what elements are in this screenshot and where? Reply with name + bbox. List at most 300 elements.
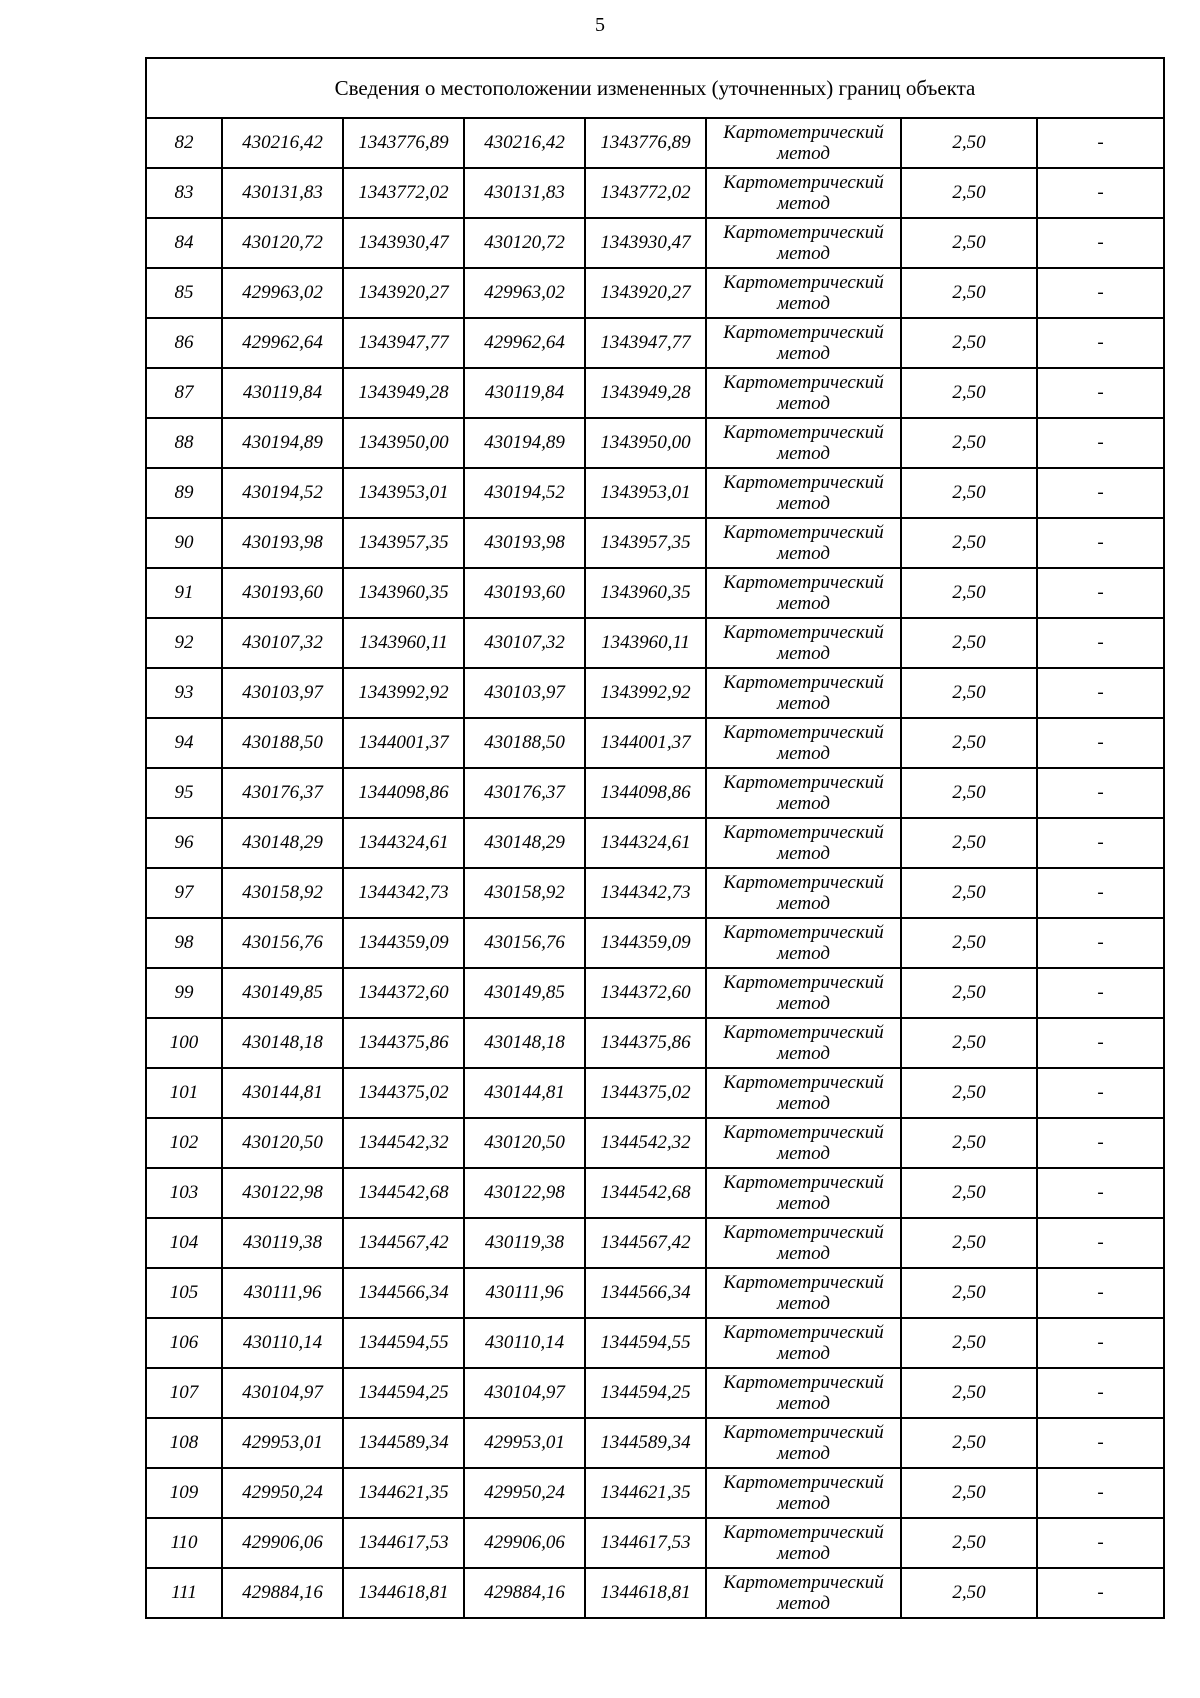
x-refined-cell: 430122,98 — [464, 1168, 585, 1218]
method-line-1: Картометрический — [723, 772, 884, 793]
point-number-cell: 103 — [146, 1168, 222, 1218]
method-line-1: Картометрический — [723, 522, 884, 543]
x-refined-cell: 430103,97 — [464, 668, 585, 718]
note-cell: - — [1037, 168, 1164, 218]
method-line-2: метод — [777, 793, 830, 814]
y-refined-cell: 1344618,81 — [585, 1568, 706, 1618]
x-refined-cell: 430149,85 — [464, 968, 585, 1018]
y-refined-cell: 1344542,68 — [585, 1168, 706, 1218]
note-cell: - — [1037, 1118, 1164, 1168]
y-existing-cell: 1343947,77 — [343, 318, 464, 368]
method-line-1: Картометрический — [723, 1322, 884, 1343]
method-cell — [706, 818, 901, 868]
y-refined-cell: 1343920,27 — [585, 268, 706, 318]
note-cell: - — [1037, 518, 1164, 568]
point-number-cell: 111 — [146, 1568, 222, 1618]
accuracy-cell: 2,50 — [901, 1418, 1037, 1468]
x-refined-cell: 430120,72 — [464, 218, 585, 268]
note-cell: - — [1037, 568, 1164, 618]
boundary-coordinates-table — [145, 57, 1165, 1619]
method-line-2: метод — [777, 693, 830, 714]
accuracy-cell: 2,50 — [901, 118, 1037, 168]
accuracy-cell: 2,50 — [901, 168, 1037, 218]
accuracy-cell: 2,50 — [901, 318, 1037, 368]
method-cell — [706, 1468, 901, 1518]
method-line-1: Картометрический — [723, 972, 884, 993]
point-number-cell: 110 — [146, 1518, 222, 1568]
method-line-1: Картометрический — [723, 272, 884, 293]
y-existing-cell: 1344566,34 — [343, 1268, 464, 1318]
table-row — [146, 1218, 1164, 1268]
y-existing-cell: 1343772,02 — [343, 168, 464, 218]
method-line-2: метод — [777, 1143, 830, 1164]
y-existing-cell: 1344621,35 — [343, 1468, 464, 1518]
x-existing-cell: 430149,85 — [222, 968, 343, 1018]
x-refined-cell: 430144,81 — [464, 1068, 585, 1118]
x-existing-cell: 429906,06 — [222, 1518, 343, 1568]
table-row — [146, 1268, 1164, 1318]
x-refined-cell: 430156,76 — [464, 918, 585, 968]
method-line-2: метод — [777, 243, 830, 264]
accuracy-cell: 2,50 — [901, 1268, 1037, 1318]
method-line-2: метод — [777, 1493, 830, 1514]
note-cell: - — [1037, 1318, 1164, 1368]
method-cell — [706, 768, 901, 818]
note-cell: - — [1037, 1468, 1164, 1518]
x-refined-cell: 430188,50 — [464, 718, 585, 768]
table-row — [146, 418, 1164, 468]
method-line-2: метод — [777, 1193, 830, 1214]
x-refined-cell: 430193,98 — [464, 518, 585, 568]
method-line-1: Картометрический — [723, 122, 884, 143]
method-line-1: Картометрический — [723, 1472, 884, 1493]
note-cell: - — [1037, 1218, 1164, 1268]
note-cell: - — [1037, 318, 1164, 368]
y-refined-cell: 1343950,00 — [585, 418, 706, 468]
page-number: 5 — [595, 14, 605, 36]
method-cell — [706, 1118, 901, 1168]
y-existing-cell: 1344589,34 — [343, 1418, 464, 1468]
note-cell: - — [1037, 268, 1164, 318]
y-existing-cell: 1343960,35 — [343, 568, 464, 618]
accuracy-cell: 2,50 — [901, 518, 1037, 568]
y-existing-cell: 1344001,37 — [343, 718, 464, 768]
method-cell — [706, 468, 901, 518]
point-number-cell: 91 — [146, 568, 222, 618]
accuracy-cell: 2,50 — [901, 268, 1037, 318]
accuracy-cell: 2,50 — [901, 768, 1037, 818]
point-number-cell: 104 — [146, 1218, 222, 1268]
x-refined-cell: 430194,52 — [464, 468, 585, 518]
table-row — [146, 818, 1164, 868]
y-existing-cell: 1344359,09 — [343, 918, 464, 968]
accuracy-cell: 2,50 — [901, 468, 1037, 518]
table-row — [146, 1168, 1164, 1218]
x-existing-cell: 429884,16 — [222, 1568, 343, 1618]
y-refined-cell: 1344542,32 — [585, 1118, 706, 1168]
x-existing-cell: 430156,76 — [222, 918, 343, 968]
point-number-cell: 99 — [146, 968, 222, 1018]
x-refined-cell: 430107,32 — [464, 618, 585, 668]
table-row — [146, 868, 1164, 918]
note-cell: - — [1037, 118, 1164, 168]
x-refined-cell: 430120,50 — [464, 1118, 585, 1168]
note-cell: - — [1037, 1018, 1164, 1068]
method-cell — [706, 1368, 901, 1418]
y-refined-cell: 1344342,73 — [585, 868, 706, 918]
method-cell — [706, 1068, 901, 1118]
method-line-1: Картометрический — [723, 1272, 884, 1293]
method-line-1: Картометрический — [723, 172, 884, 193]
table-row — [146, 1418, 1164, 1468]
note-cell: - — [1037, 1068, 1164, 1118]
accuracy-cell: 2,50 — [901, 368, 1037, 418]
accuracy-cell: 2,50 — [901, 968, 1037, 1018]
method-cell — [706, 668, 901, 718]
table-row — [146, 1568, 1164, 1618]
x-refined-cell: 430111,96 — [464, 1268, 585, 1318]
accuracy-cell: 2,50 — [901, 818, 1037, 868]
table-row — [146, 168, 1164, 218]
method-line-2: метод — [777, 393, 830, 414]
table-row — [146, 1368, 1164, 1418]
x-refined-cell: 429884,16 — [464, 1568, 585, 1618]
table-row — [146, 368, 1164, 418]
note-cell: - — [1037, 1268, 1164, 1318]
y-refined-cell: 1344375,02 — [585, 1068, 706, 1118]
method-line-2: метод — [777, 293, 830, 314]
x-existing-cell: 429953,01 — [222, 1418, 343, 1468]
method-line-2: метод — [777, 943, 830, 964]
accuracy-cell: 2,50 — [901, 218, 1037, 268]
table-row — [146, 218, 1164, 268]
y-refined-cell: 1343776,89 — [585, 118, 706, 168]
x-refined-cell: 430194,89 — [464, 418, 585, 468]
method-cell — [706, 368, 901, 418]
x-refined-cell: 430158,92 — [464, 868, 585, 918]
table-row — [146, 1068, 1164, 1118]
table-row — [146, 268, 1164, 318]
x-existing-cell: 430193,60 — [222, 568, 343, 618]
method-line-1: Картометрический — [723, 872, 884, 893]
y-refined-cell: 1343957,35 — [585, 518, 706, 568]
x-existing-cell: 430144,81 — [222, 1068, 343, 1118]
accuracy-cell: 2,50 — [901, 618, 1037, 668]
y-existing-cell: 1343776,89 — [343, 118, 464, 168]
method-line-1: Картометрический — [723, 372, 884, 393]
x-existing-cell: 430194,52 — [222, 468, 343, 518]
accuracy-cell: 2,50 — [901, 868, 1037, 918]
note-cell: - — [1037, 1568, 1164, 1618]
accuracy-cell: 2,50 — [901, 568, 1037, 618]
accuracy-cell: 2,50 — [901, 1118, 1037, 1168]
x-existing-cell: 429963,02 — [222, 268, 343, 318]
method-cell — [706, 568, 901, 618]
y-refined-cell: 1344098,86 — [585, 768, 706, 818]
note-cell: - — [1037, 418, 1164, 468]
point-number-cell: 101 — [146, 1068, 222, 1118]
note-cell: - — [1037, 968, 1164, 1018]
point-number-cell: 108 — [146, 1418, 222, 1468]
note-cell: - — [1037, 368, 1164, 418]
y-existing-cell: 1344594,25 — [343, 1368, 464, 1418]
x-existing-cell: 430193,98 — [222, 518, 343, 568]
x-refined-cell: 429962,64 — [464, 318, 585, 368]
y-refined-cell: 1343947,77 — [585, 318, 706, 368]
method-line-2: метод — [777, 993, 830, 1014]
x-existing-cell: 430131,83 — [222, 168, 343, 218]
table-row — [146, 318, 1164, 368]
note-cell: - — [1037, 468, 1164, 518]
accuracy-cell: 2,50 — [901, 668, 1037, 718]
note-cell: - — [1037, 718, 1164, 768]
method-cell — [706, 268, 901, 318]
method-line-2: метод — [777, 1293, 830, 1314]
x-existing-cell: 430148,29 — [222, 818, 343, 868]
table-row — [146, 1118, 1164, 1168]
accuracy-cell: 2,50 — [901, 1518, 1037, 1568]
table-body — [146, 118, 1164, 1618]
method-line-2: метод — [777, 1543, 830, 1564]
point-number-cell: 82 — [146, 118, 222, 168]
method-line-2: метод — [777, 843, 830, 864]
point-number-cell: 100 — [146, 1018, 222, 1068]
y-existing-cell: 1343930,47 — [343, 218, 464, 268]
y-existing-cell: 1344567,42 — [343, 1218, 464, 1268]
table-row — [146, 568, 1164, 618]
method-cell — [706, 918, 901, 968]
method-line-2: метод — [777, 443, 830, 464]
method-cell — [706, 218, 901, 268]
accuracy-cell: 2,50 — [901, 1318, 1037, 1368]
method-line-2: метод — [777, 1043, 830, 1064]
x-refined-cell: 429963,02 — [464, 268, 585, 318]
method-line-1: Картометрический — [723, 472, 884, 493]
accuracy-cell: 2,50 — [901, 1018, 1037, 1068]
note-cell: - — [1037, 818, 1164, 868]
method-line-2: метод — [777, 1393, 830, 1414]
table-row — [146, 1318, 1164, 1368]
method-line-1: Картометрический — [723, 722, 884, 743]
table-row — [146, 468, 1164, 518]
x-existing-cell: 430216,42 — [222, 118, 343, 168]
x-refined-cell: 430119,38 — [464, 1218, 585, 1268]
y-refined-cell: 1344566,34 — [585, 1268, 706, 1318]
x-existing-cell: 430120,50 — [222, 1118, 343, 1168]
x-existing-cell: 430158,92 — [222, 868, 343, 918]
method-line-1: Картометрический — [723, 1372, 884, 1393]
method-line-1: Картометрический — [723, 922, 884, 943]
accuracy-cell: 2,50 — [901, 718, 1037, 768]
method-line-2: метод — [777, 1243, 830, 1264]
x-existing-cell: 430119,38 — [222, 1218, 343, 1268]
method-line-2: метод — [777, 343, 830, 364]
y-existing-cell: 1343950,00 — [343, 418, 464, 468]
point-number-cell: 102 — [146, 1118, 222, 1168]
point-number-cell: 94 — [146, 718, 222, 768]
point-number-cell: 109 — [146, 1468, 222, 1518]
x-refined-cell: 430148,29 — [464, 818, 585, 868]
x-refined-cell: 430176,37 — [464, 768, 585, 818]
x-existing-cell: 430119,84 — [222, 368, 343, 418]
table-row — [146, 118, 1164, 168]
x-existing-cell: 430148,18 — [222, 1018, 343, 1068]
point-number-cell: 90 — [146, 518, 222, 568]
point-number-cell: 98 — [146, 918, 222, 968]
method-cell — [706, 618, 901, 668]
method-line-1: Картометрический — [723, 1072, 884, 1093]
y-refined-cell: 1344324,61 — [585, 818, 706, 868]
x-refined-cell: 429950,24 — [464, 1468, 585, 1518]
y-existing-cell: 1343920,27 — [343, 268, 464, 318]
method-cell — [706, 868, 901, 918]
y-existing-cell: 1344542,32 — [343, 1118, 464, 1168]
y-refined-cell: 1343930,47 — [585, 218, 706, 268]
x-existing-cell: 430176,37 — [222, 768, 343, 818]
table-row — [146, 1468, 1164, 1518]
note-cell: - — [1037, 918, 1164, 968]
y-existing-cell: 1344542,68 — [343, 1168, 464, 1218]
method-line-2: метод — [777, 493, 830, 514]
x-existing-cell: 429950,24 — [222, 1468, 343, 1518]
accuracy-cell: 2,50 — [901, 418, 1037, 468]
point-number-cell: 84 — [146, 218, 222, 268]
point-number-cell: 88 — [146, 418, 222, 468]
accuracy-cell: 2,50 — [901, 1218, 1037, 1268]
method-line-1: Картометрический — [723, 1422, 884, 1443]
point-number-cell: 86 — [146, 318, 222, 368]
note-cell: - — [1037, 218, 1164, 268]
x-refined-cell: 430148,18 — [464, 1018, 585, 1068]
method-line-1: Картометрический — [723, 1122, 884, 1143]
method-line-1: Картометрический — [723, 422, 884, 443]
y-existing-cell: 1344375,86 — [343, 1018, 464, 1068]
method-line-2: метод — [777, 893, 830, 914]
method-cell — [706, 168, 901, 218]
x-refined-cell: 430193,60 — [464, 568, 585, 618]
method-cell — [706, 1218, 901, 1268]
x-existing-cell: 430103,97 — [222, 668, 343, 718]
x-existing-cell: 430188,50 — [222, 718, 343, 768]
method-line-1: Картометрический — [723, 822, 884, 843]
x-existing-cell: 430194,89 — [222, 418, 343, 468]
note-cell: - — [1037, 1168, 1164, 1218]
y-refined-cell: 1344589,34 — [585, 1418, 706, 1468]
method-line-1: Картометрический — [723, 1172, 884, 1193]
accuracy-cell: 2,50 — [901, 1168, 1037, 1218]
y-refined-cell: 1344621,35 — [585, 1468, 706, 1518]
table-row — [146, 1018, 1164, 1068]
accuracy-cell: 2,50 — [901, 1368, 1037, 1418]
method-cell — [706, 1418, 901, 1468]
y-existing-cell: 1344594,55 — [343, 1318, 464, 1368]
method-line-2: метод — [777, 1593, 830, 1614]
note-cell: - — [1037, 768, 1164, 818]
x-existing-cell: 429962,64 — [222, 318, 343, 368]
method-cell — [706, 1268, 901, 1318]
method-cell — [706, 1518, 901, 1568]
table-row — [146, 718, 1164, 768]
method-line-1: Картометрический — [723, 622, 884, 643]
table-row — [146, 918, 1164, 968]
y-refined-cell: 1344567,42 — [585, 1218, 706, 1268]
method-cell — [706, 318, 901, 368]
note-cell: - — [1037, 1518, 1164, 1568]
y-existing-cell: 1344372,60 — [343, 968, 464, 1018]
y-refined-cell: 1343960,11 — [585, 618, 706, 668]
y-existing-cell: 1344617,53 — [343, 1518, 464, 1568]
x-refined-cell: 429906,06 — [464, 1518, 585, 1568]
x-refined-cell: 430104,97 — [464, 1368, 585, 1418]
method-line-1: Картометрический — [723, 572, 884, 593]
x-existing-cell: 430104,97 — [222, 1368, 343, 1418]
accuracy-cell: 2,50 — [901, 918, 1037, 968]
point-number-cell: 85 — [146, 268, 222, 318]
point-number-cell: 95 — [146, 768, 222, 818]
method-cell — [706, 118, 901, 168]
table-row — [146, 518, 1164, 568]
method-cell — [706, 1018, 901, 1068]
table-row — [146, 1518, 1164, 1568]
point-number-cell: 93 — [146, 668, 222, 718]
method-line-2: метод — [777, 143, 830, 164]
method-line-2: метод — [777, 1093, 830, 1114]
x-existing-cell: 430107,32 — [222, 618, 343, 668]
accuracy-cell: 2,50 — [901, 1468, 1037, 1518]
method-line-2: метод — [777, 543, 830, 564]
table-row — [146, 768, 1164, 818]
accuracy-cell: 2,50 — [901, 1068, 1037, 1118]
y-existing-cell: 1344618,81 — [343, 1568, 464, 1618]
x-refined-cell: 429953,01 — [464, 1418, 585, 1468]
method-line-1: Картометрический — [723, 1572, 884, 1593]
point-number-cell: 106 — [146, 1318, 222, 1368]
method-line-1: Картометрический — [723, 1222, 884, 1243]
method-line-1: Картометрический — [723, 672, 884, 693]
note-cell: - — [1037, 618, 1164, 668]
method-line-2: метод — [777, 193, 830, 214]
y-refined-cell: 1343949,28 — [585, 368, 706, 418]
point-number-cell: 87 — [146, 368, 222, 418]
y-refined-cell: 1344375,86 — [585, 1018, 706, 1068]
point-number-cell: 92 — [146, 618, 222, 668]
x-refined-cell: 430131,83 — [464, 168, 585, 218]
method-line-2: метод — [777, 743, 830, 764]
table-row — [146, 668, 1164, 718]
x-existing-cell: 430122,98 — [222, 1168, 343, 1218]
y-existing-cell: 1343960,11 — [343, 618, 464, 668]
x-existing-cell: 430120,72 — [222, 218, 343, 268]
method-cell — [706, 1168, 901, 1218]
point-number-cell: 105 — [146, 1268, 222, 1318]
method-line-1: Картометрический — [723, 1522, 884, 1543]
note-cell: - — [1037, 1418, 1164, 1468]
y-refined-cell: 1343953,01 — [585, 468, 706, 518]
y-refined-cell: 1344359,09 — [585, 918, 706, 968]
y-existing-cell: 1343949,28 — [343, 368, 464, 418]
x-refined-cell: 430119,84 — [464, 368, 585, 418]
method-line-2: метод — [777, 1443, 830, 1464]
y-refined-cell: 1344594,55 — [585, 1318, 706, 1368]
y-existing-cell: 1343992,92 — [343, 668, 464, 718]
y-existing-cell: 1344324,61 — [343, 818, 464, 868]
method-line-2: метод — [777, 643, 830, 664]
point-number-cell: 83 — [146, 168, 222, 218]
x-existing-cell: 430111,96 — [222, 1268, 343, 1318]
table-row — [146, 968, 1164, 1018]
table-title: Сведения о местоположении измененных (уточненных) границ объекта — [146, 58, 1164, 118]
point-number-cell: 96 — [146, 818, 222, 868]
